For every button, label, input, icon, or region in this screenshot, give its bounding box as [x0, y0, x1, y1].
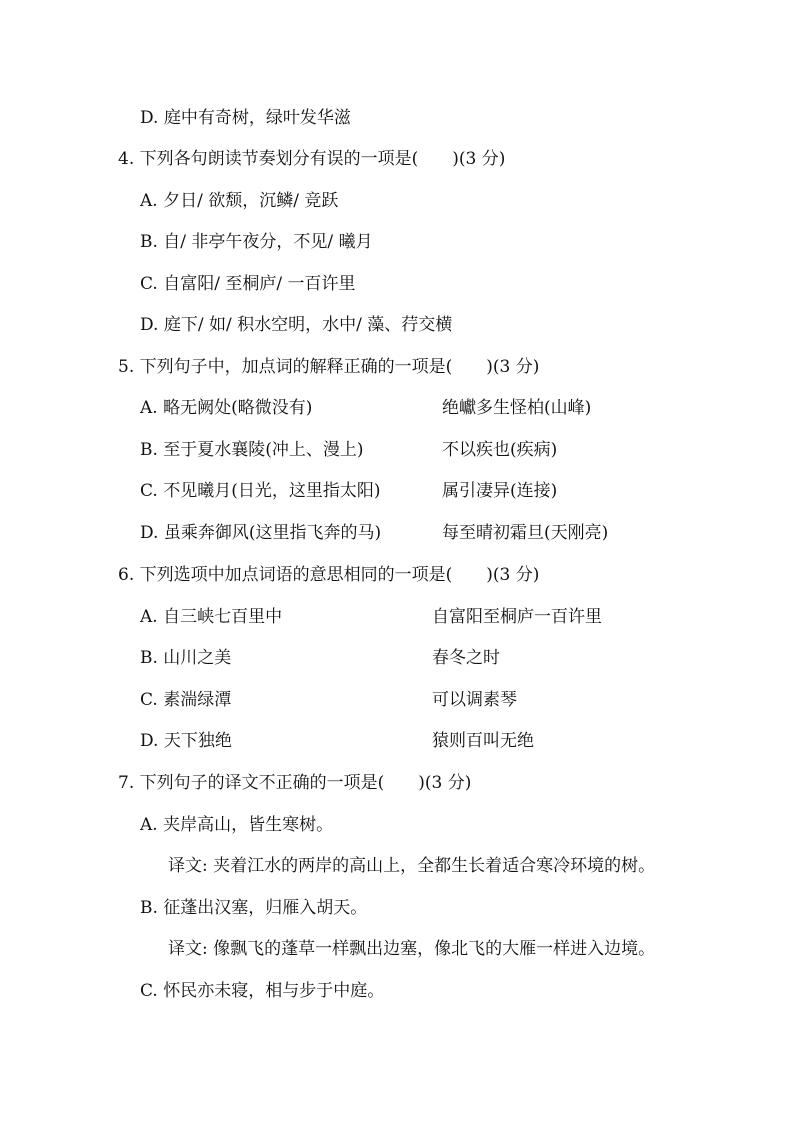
q5-option-c-left: C. 不见曦月(日光，这里指太阳) [140, 481, 381, 501]
question-5-stem: 5. 下列句子中，加点词的解释正确的一项是( )(3 分) [118, 357, 540, 377]
q6-option-a-left: A. 自三峡七百里中 [140, 607, 283, 627]
q5-option-d-left: D. 虽乘奔御风(这里指飞奔的马) [140, 523, 382, 543]
q4-option-d: D. 庭下/ 如/ 积水空明，水中/ 藻、荇交横 [140, 315, 453, 335]
option-line: D. 庭中有奇树，绿叶发华滋 [140, 108, 351, 128]
q5-option-d-right: 每至晴初霜旦(天刚亮) [442, 523, 609, 543]
q4-option-a: A. 夕日/ 欲颓，沉鳞/ 竞跃 [140, 191, 339, 211]
q5-option-c-right: 属引凄异(连接) [442, 481, 558, 501]
q7-option-c: C. 怀民亦未寝，相与步于中庭。 [140, 981, 385, 1001]
q5-option-a-right: 绝巘多生怪柏(山峰) [442, 398, 592, 418]
q5-option-a-left: A. 略无阙处(略微没有) [140, 398, 313, 418]
question-4-stem: 4. 下列各句朗读节奏划分有误的一项是( )(3 分) [118, 149, 506, 169]
q7-option-a: A. 夹岸高山，皆生寒树。 [140, 815, 334, 835]
q4-option-b: B. 自/ 非亭午夜分，不见/ 曦月 [140, 232, 373, 252]
q5-option-b-left: B. 至于夏水襄陵(冲上、漫上) [140, 440, 364, 460]
question-6-stem: 6. 下列选项中加点词语的意思相同的一项是( )(3 分) [118, 565, 540, 585]
q4-option-c: C. 自富阳/ 至桐庐/ 一百许里 [140, 274, 356, 294]
question-7-stem: 7. 下列句子的译文不正确的一项是( )(3 分) [118, 773, 472, 793]
q6-option-b-right: 春冬之时 [432, 648, 500, 668]
q7-option-a-translation: 译文: 夹着江水的两岸的高山上，全都生长着适合寒冷环境的树。 [168, 856, 656, 876]
q6-option-a-right: 自富阳至桐庐一百许里 [432, 607, 602, 627]
q6-option-d-right: 猿则百叫无绝 [432, 731, 534, 751]
q7-option-b-translation: 译文: 像飘飞的蓬草一样飘出边塞，像北飞的大雁一样进入边境。 [168, 939, 656, 959]
q5-option-b-right: 不以疾也(疾病) [442, 440, 558, 460]
q6-option-d-left: D. 天下独绝 [140, 731, 232, 751]
q7-option-b: B. 征蓬出汉塞，归雁入胡天。 [140, 898, 368, 918]
q6-option-c-left: C. 素湍绿潭 [140, 690, 232, 710]
q6-option-c-right: 可以调素琴 [432, 690, 517, 710]
q6-option-b-left: B. 山川之美 [140, 648, 232, 668]
